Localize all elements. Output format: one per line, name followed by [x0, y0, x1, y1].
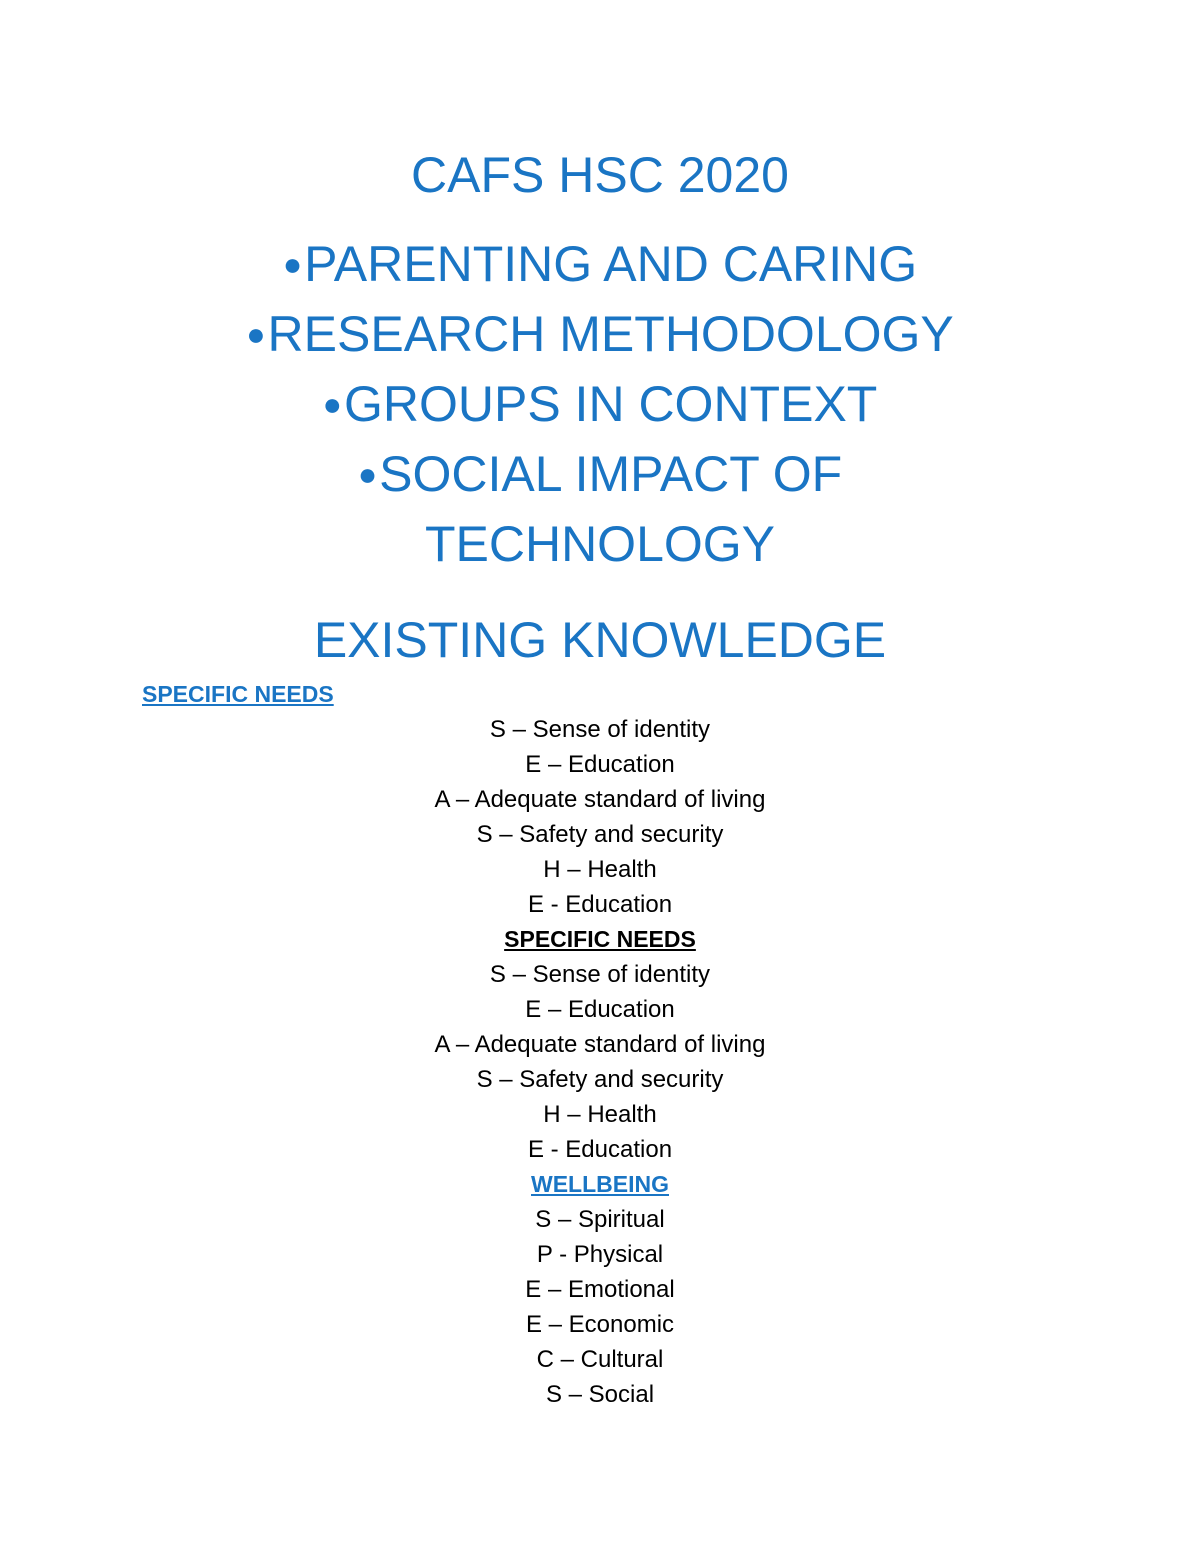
list-item: E – Emotional: [525, 1276, 675, 1303]
list-item: E – Education: [525, 996, 675, 1023]
document-title: CAFS HSC 2020: [411, 147, 789, 203]
list-item: E - Education: [527, 1136, 673, 1163]
list-item: C – Cultural: [536, 1346, 664, 1373]
list-item: S – Safety and security: [476, 1066, 724, 1093]
topic-label: TECHNOLOGY: [424, 516, 776, 572]
list-item: A – Adequate standard of living: [434, 1031, 766, 1058]
specific-needs-heading: SPECIFIC NEEDS: [142, 681, 334, 707]
knowledge-lists: [0, 712, 1200, 1412]
topic-list: [0, 229, 1200, 579]
specific-needs-subheading: SPECIFIC NEEDS: [504, 926, 696, 952]
bullet-icon: ●: [246, 316, 266, 352]
list-item: E - Education: [527, 891, 673, 918]
topic-item: [0, 439, 1200, 509]
list-item: H – Health: [543, 1101, 657, 1128]
topic-item: [0, 229, 1200, 299]
topic-label: PARENTING AND CARING: [304, 236, 918, 292]
wellbeing-subheading: WELLBEING: [531, 1171, 669, 1197]
bullet-icon: ●: [322, 386, 342, 422]
list-item: H – Health: [543, 856, 657, 883]
bullet-icon: ●: [282, 246, 303, 282]
list-item: S – Spiritual: [535, 1206, 665, 1233]
list-item: S – Social: [545, 1381, 655, 1408]
topic-item: [0, 369, 1200, 439]
section-heading: EXISTING KNOWLEDGE: [313, 612, 887, 668]
bullet-icon: ●: [357, 456, 378, 492]
list-item: S – Safety and security: [476, 821, 724, 848]
topic-label: RESEARCH METHODOLOGY: [267, 306, 954, 362]
topic-item: [0, 299, 1200, 369]
list-item: E – Economic: [525, 1311, 675, 1338]
list-item: P - Physical: [536, 1241, 664, 1268]
topic-item-continuation: [0, 509, 1200, 579]
list-item: A – Adequate standard of living: [434, 786, 766, 813]
list-item: S – Sense of identity: [489, 716, 711, 743]
list-item: E – Education: [525, 751, 675, 778]
topic-label: SOCIAL IMPACT OF: [379, 446, 843, 502]
topic-label: GROUPS IN CONTEXT: [343, 376, 878, 432]
list-item: S – Sense of identity: [489, 961, 711, 988]
